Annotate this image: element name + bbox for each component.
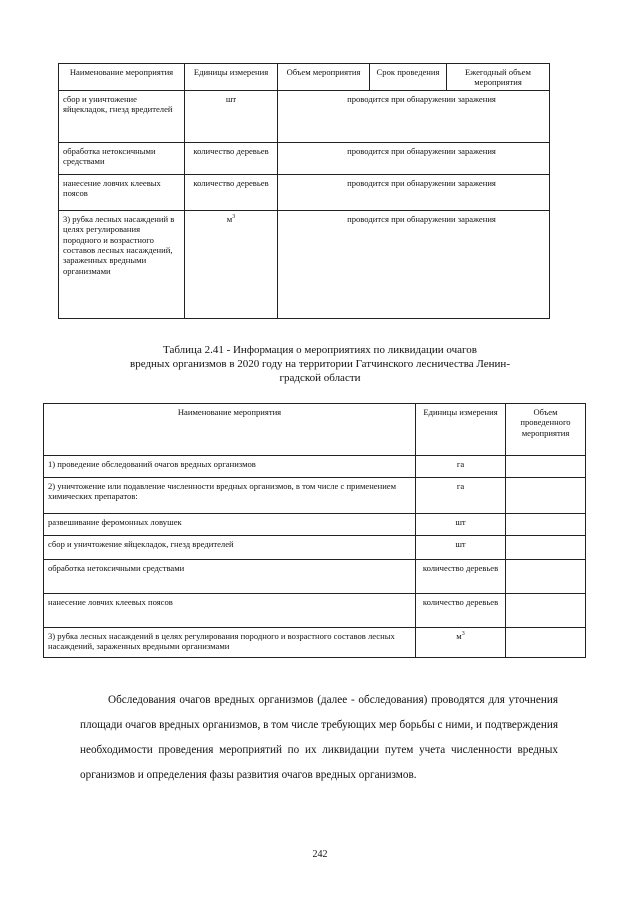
row-value (506, 514, 586, 536)
row-name: нанесение ловчих клеевых поясов (44, 594, 416, 628)
caption-line: Таблица 2.41 - Информация о мероприятиях по ликвидации очагов (163, 344, 477, 356)
row-name: обработка нетоксичными средствами (59, 142, 185, 174)
row-name: 3) рубка лесных насаждений в целях регулирования породного и возрастного составов лесных насаждений, зараженных вредными организмами (59, 210, 185, 318)
row-unit: га (416, 478, 506, 514)
row-unit: шт (416, 514, 506, 536)
table-2-41 (43, 403, 586, 658)
row-unit: $м^3$ (185, 210, 278, 318)
row-note: проводится при обнаружении заражения (278, 210, 550, 318)
row-value (506, 456, 586, 478)
paragraph-text: Обследования очагов вредных организмов (далее - обследования) проводятся для уточнения площади очагов вредных организмов, в том числе требующих мер борьбы с ними, и подтверждения необходимости проведения мероприятий по их ликвидации путем учета численности вредных организмов и определения фазы развития очагов вредных организмов. (80, 694, 558, 781)
row-value (506, 594, 586, 628)
header-name: Наименование мероприятия (44, 404, 416, 456)
table-row (59, 210, 550, 318)
table-row (59, 90, 550, 142)
table-row (59, 174, 550, 210)
row-name: 2) уничтожение или подавление численности вредных организмов, в том числе с применением химических препаратов: (44, 478, 416, 514)
row-unit: шт (185, 90, 278, 142)
row-name: нанесение ловчих клеевых поясов (59, 174, 185, 210)
row-note: проводится при обнаружении заражения (278, 90, 550, 142)
row-name: обработка нетоксичными средствами (44, 560, 416, 594)
table-header-row (44, 404, 586, 456)
row-value (506, 536, 586, 560)
header-unit: Единицы измерения (185, 64, 278, 91)
row-unit: шт (416, 536, 506, 560)
table-row (44, 594, 586, 628)
header-annual-volume: Ежегодный объем мероприятия (447, 64, 550, 91)
caption-line: вредных организмов в 2020 году на территории Гатчинского лесничества Ленин- (130, 358, 510, 370)
header-term: Срок проведения (370, 64, 447, 91)
row-note: проводится при обнаружении заражения (278, 174, 550, 210)
row-unit: количество деревьев (185, 174, 278, 210)
table-row (44, 456, 586, 478)
row-name: развешивание феромонных ловушек (44, 514, 416, 536)
row-unit: количество деревьев (185, 142, 278, 174)
table-row (59, 142, 550, 174)
row-unit: га (416, 456, 506, 478)
row-value (506, 560, 586, 594)
header-volume-done: Объем проведенного мероприятия (506, 404, 586, 456)
row-value (506, 628, 586, 658)
row-note: проводится при обнаружении заражения (278, 142, 550, 174)
row-unit: $м^3$ (416, 628, 506, 658)
table-row (44, 628, 586, 658)
table-row (44, 478, 586, 514)
row-name: 3) рубка лесных насаждений в целях регулирования породного и возрастного составов лесных насаждений, зараженных вредными организмами (44, 628, 416, 658)
table-row (44, 536, 586, 560)
caption-line: градской области (279, 372, 361, 384)
body-paragraph (80, 688, 558, 788)
header-volume: Объем мероприятия (278, 64, 370, 91)
row-name: сбор и уничтожение яйцекладок, гнезд вредителей (44, 536, 416, 560)
table-header-row (59, 64, 550, 91)
table-row (44, 514, 586, 536)
row-unit: количество деревьев (416, 594, 506, 628)
row-value (506, 478, 586, 514)
table-caption (60, 343, 580, 385)
page-number: 242 (312, 849, 328, 860)
row-name: 1) проведение обследований очагов вредных организмов (44, 456, 416, 478)
header-name: Наименование мероприятия (59, 64, 185, 91)
row-name: сбор и уничтожение яйцекладок, гнезд вредителей (59, 90, 185, 142)
header-unit: Единицы измерения (416, 404, 506, 456)
table-row (44, 560, 586, 594)
row-unit: количество деревьев (416, 560, 506, 594)
continuation-table (58, 63, 550, 319)
